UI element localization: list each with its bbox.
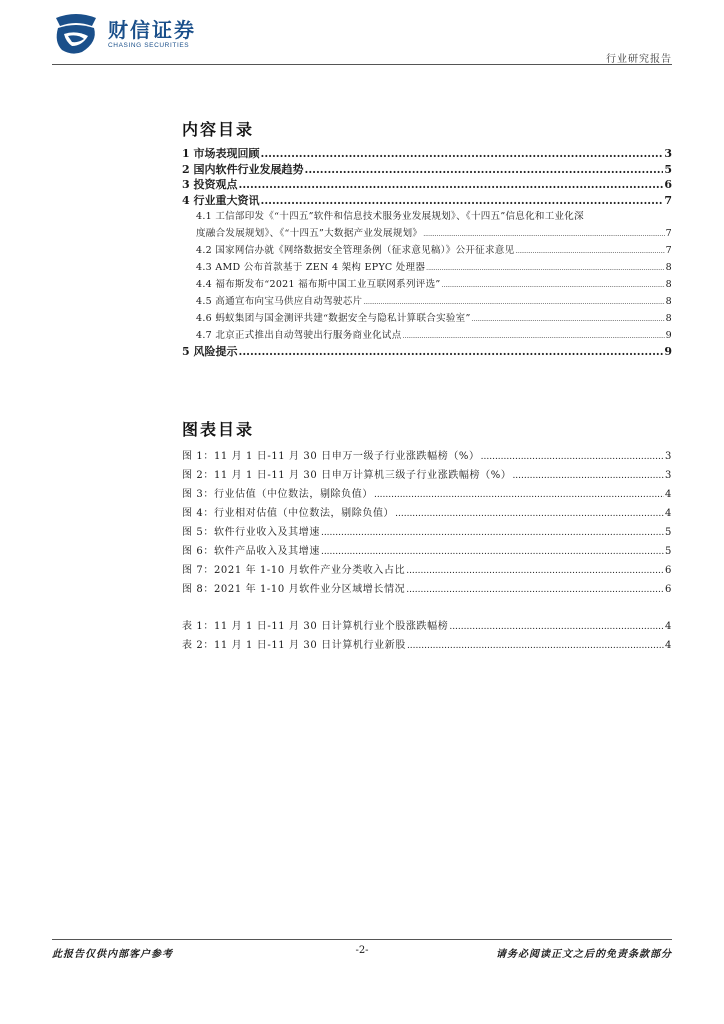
figure-entry[interactable] <box>182 523 672 542</box>
document-type: 行业研究报告 <box>606 54 672 65</box>
toc-subentry-title: 4.6 蚂蚁集团与国金测评共建“数据安全与隐私计算联合实验室” <box>196 313 471 324</box>
table-entry-title: 表 2：11 月 1 日-11 月 30 日计算机行业新股 <box>182 640 406 651</box>
figure-entry-page: 4 <box>665 489 672 500</box>
toc-entry[interactable] <box>182 193 672 209</box>
contents-list <box>182 146 672 360</box>
toc-subentry[interactable] <box>182 242 672 259</box>
figures-title: 图表目录 <box>182 420 255 439</box>
figure-entry[interactable] <box>182 466 672 485</box>
figure-entry[interactable] <box>182 561 672 580</box>
logo-english-text: CHASING SECURITIES <box>108 42 190 49</box>
figure-entry-page: 3 <box>665 470 672 481</box>
toc-subentry-page: 7 <box>665 228 672 239</box>
toc-entry[interactable] <box>182 344 672 360</box>
footer-disclaimer-left: 此报告仅供内部客户参考 <box>52 949 173 960</box>
table-entry-page: 4 <box>665 640 672 651</box>
contents-title: 内容目录 <box>182 120 255 139</box>
toc-entry-page: 7 <box>664 193 672 207</box>
toc-entry-title: 3 投资观点 <box>182 178 238 191</box>
toc-entry-title: 4 行业重大资讯 <box>182 193 260 207</box>
toc-subentry-title: 4.2 国家网信办就《网络数据安全管理条例（征求意见稿）》公开征求意见 <box>196 245 515 256</box>
toc-entry[interactable] <box>182 177 672 193</box>
figure-entry-title: 图 7：2021 年 1-10 月软件产业分类收入占比 <box>182 565 406 576</box>
toc-subentry-title: 4.7 北京正式推出自动驾驶出行服务商业化试点 <box>196 330 402 341</box>
toc-subentry[interactable] <box>182 310 672 327</box>
table-entry[interactable] <box>182 636 672 655</box>
page-header <box>0 0 724 70</box>
toc-subentry[interactable] <box>182 225 672 242</box>
figure-entry-page: 6 <box>665 565 672 576</box>
footer-divider <box>52 939 672 940</box>
toc-subentry-page: 9 <box>665 330 672 341</box>
toc-entry-title: 5 风险提示 <box>182 345 238 358</box>
company-logo <box>52 12 196 56</box>
toc-subentry-line[interactable]: 4.1 工信部印发《“十四五”软件和信息技术服务业发展规划》、《十四五”信息化和工业化深 <box>196 211 584 222</box>
header-divider <box>52 64 672 65</box>
toc-entry[interactable] <box>182 146 672 162</box>
figure-entry[interactable] <box>182 580 672 599</box>
toc-subentry[interactable] <box>182 276 672 293</box>
tables-list <box>182 617 672 655</box>
figure-entry-title: 图 4：行业相对估值（中位数法，剔除负值） <box>182 508 395 519</box>
toc-entry-page: 3 <box>664 147 672 160</box>
figure-entry-title: 图 3：行业估值（中位数法，剔除负值） <box>182 489 373 500</box>
toc-subentry-title: 4.4 福布斯发布“2021 福布斯中国工业互联网系列评选” <box>196 279 441 290</box>
figure-entry-page: 5 <box>665 527 672 538</box>
toc-subentry-page: 8 <box>665 296 672 307</box>
toc-entry-title: 2 国内软件行业发展趋势 <box>182 162 304 176</box>
figure-entry-page: 5 <box>665 546 672 557</box>
toc-subentry-page: 8 <box>665 279 672 290</box>
toc-subentry-page: 7 <box>665 245 672 256</box>
toc-subentry[interactable] <box>182 327 672 344</box>
figure-entry[interactable] <box>182 504 672 523</box>
toc-subentry-title: 度融合发展规划》、《“十四五”大数据产业发展规划》 <box>196 228 423 239</box>
table-entry-page: 4 <box>665 621 672 632</box>
footer-disclaimer-right: 请务必阅读正文之后的免责条款部分 <box>496 949 672 960</box>
figure-entry-title: 图 1：11 月 1 日-11 月 30 日申万一级子行业涨跌幅榜（%） <box>182 451 480 462</box>
toc-subentry[interactable] <box>182 259 672 276</box>
figures-list <box>182 447 672 599</box>
figure-entry-title: 图 6：软件产品收入及其增速 <box>182 546 320 557</box>
figure-entry-title: 图 2：11 月 1 日-11 月 30 日申万计算机三级子行业涨跌幅榜（%） <box>182 470 512 481</box>
figure-entry[interactable] <box>182 485 672 504</box>
figure-entry[interactable] <box>182 447 672 466</box>
toc-subentry-page: 8 <box>665 313 672 324</box>
table-entry-title: 表 1：11 月 1 日-11 月 30 日计算机行业个股涨跌幅榜 <box>182 621 449 632</box>
toc-subentry-title: 4.3 AMD 公布首款基于 ZEN 4 架构 EPYC 处理器 <box>196 262 426 273</box>
logo-mark-icon <box>52 12 100 56</box>
figure-entry-page: 6 <box>665 584 672 595</box>
figure-entry-title: 图 5：软件行业收入及其增速 <box>182 527 320 538</box>
toc-entry-page: 5 <box>664 162 672 176</box>
table-entry[interactable] <box>182 617 672 636</box>
toc-entry[interactable] <box>182 162 672 178</box>
toc-subentry-page: 8 <box>665 262 672 273</box>
toc-entry-page: 9 <box>664 345 672 358</box>
figure-entry-title: 图 8：2021 年 1-10 月软件业分区域增长情况 <box>182 584 406 595</box>
toc-subentry-title: 4.5 高通宣布向宝马供应自动驾驶芯片 <box>196 296 363 307</box>
toc-entry-title: 1 市场表现回顾 <box>182 147 260 160</box>
toc-subentry[interactable] <box>182 293 672 310</box>
toc-entry-page: 6 <box>664 178 672 191</box>
figure-entry[interactable] <box>182 542 672 561</box>
logo-chinese-text: 财信证券 <box>108 18 196 42</box>
page-number: -2- <box>355 945 369 956</box>
figure-entry-page: 4 <box>665 508 672 519</box>
figure-entry-page: 3 <box>665 451 672 462</box>
